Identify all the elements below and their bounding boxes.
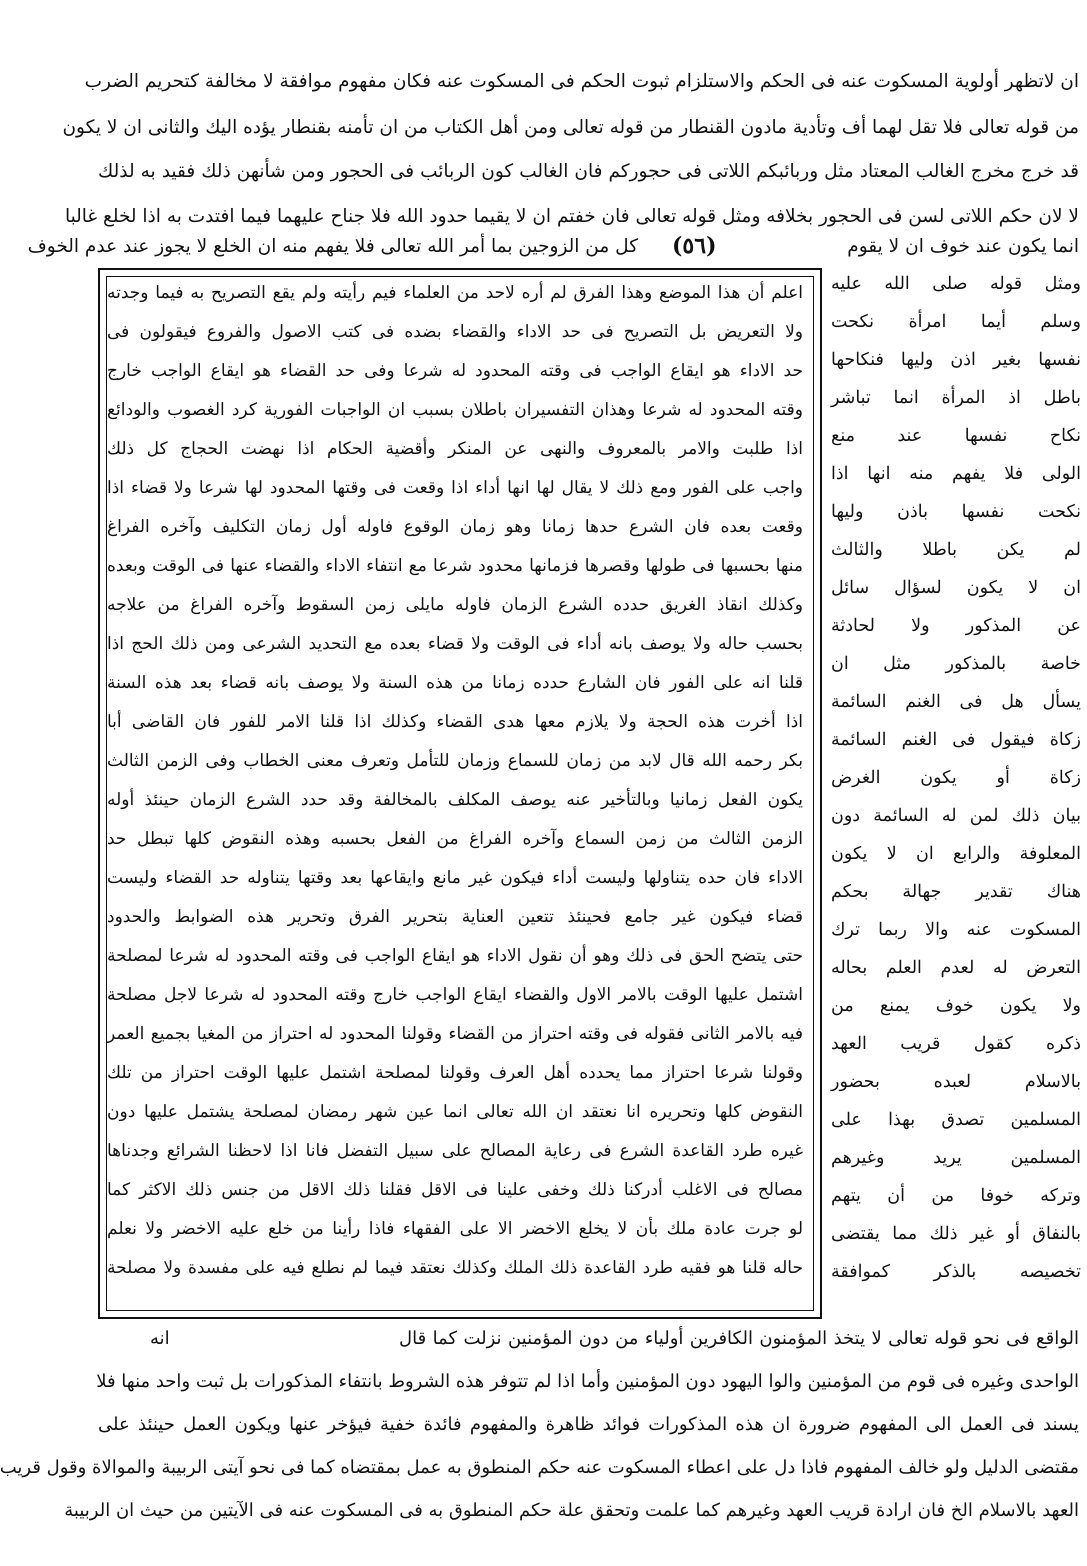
header-right-text: انما يكون عند خوف ان لا يقوم	[847, 236, 1079, 257]
box-line-9: وكذلك انقاذ الغريق حدده الشرع الزمان فاوله مايلى زمن السقوط وآخره الفراغ من علاجه	[107, 595, 803, 615]
top-line-4: لا لان حكم اللاتى لسن فى الحجور بخلافه ومثل قوله تعالى فان خفتم ان لا يقيما حدود الله فلا جناح عليهما فيما افتدت به اذا لخلع غالبا	[64, 206, 1079, 227]
side-line-19: التعرض له لعدم العلم بحاله	[831, 958, 1081, 978]
side-line-26: بالنفاق أو غير ذلك مما يقتضى	[831, 1224, 1081, 1244]
top-line-1: ان لاتظهر أولوية المسكوت عنه فى الحكم والاستلزام ثبوت الحكم فى المسكوت عنه فكان مفهوم موافقة لا مخالفة كتحريم الضرب	[84, 71, 1079, 92]
boxed-text-inner-frame	[106, 276, 814, 1311]
side-line-4: باطل اذ المرأة انما تباشر	[831, 388, 1081, 408]
side-line-7: نكحت نفسها باذن وليها	[831, 502, 1081, 522]
box-line-12: اذا أخرت هذه الحجة ولا يلازم معها هدى القضاء وكذلك اذا قلنا الامر للفور فان القاضى أبا	[107, 712, 803, 732]
box-line-14: يكون الفعل زمانيا وبالتأخير عنه يوصف المكلف بالمخالفة وقد حدد الشرع الزمان حينئذ أوله	[107, 790, 803, 810]
box-line-6: واجب على الفور ومع ذلك لا يقال لها انها أداء اذا وقعت فى وقتها المحدود لها شرعا ولا قضاء اذا	[107, 478, 803, 498]
box-line-17: قضاء فيكون غير جامع فحينئذ تتعين العناية بتحرير الفرق وتحرير هذه الضوابط والحدود	[107, 907, 803, 927]
box-line-25: لو جرت عادة ملك بأن لا يخلع الاخضر الا على الفقهاء فاذا رأينا من خلع عليه الاخضر ولا نعلم	[107, 1219, 804, 1239]
box-line-21: وقولنا شرعا احتراز مما يحدده أهل العرف وقولنا لمصلحة اشتمل عليها الوقت احتراز من تلك	[107, 1063, 803, 1083]
page-number: (٥٦)	[672, 233, 717, 259]
box-line-7: وقعت بعده فان الشرع حدها زمانا وهو زمان الوقوع فاوله أول زمان التكليف وآخره الفراغ	[107, 517, 803, 537]
box-line-16: الاداء فان حده يتناولها وليست أداء فيكون غير مانع وايقاعها بعد وقتها يتناوله حد القضاء وليست	[107, 868, 803, 888]
box-line-4: وقته المحدود له شرعا وهذان التفسيران باطلان بسبب ان الواجبات الفورية كرد الغصوب والودائع	[107, 400, 803, 420]
side-line-25: وتركه خوفا من أن يتهم	[831, 1186, 1081, 1206]
box-line-20: فيه بالامر الثانى فقوله فى وقته احتراز من القضاء وقولنا المحدود له احتراز من المغيا بجميع العمر	[107, 1024, 803, 1044]
box-line-18: حتى يتضح الحق فى ذلك وهو أن نقول الاداء هو ايقاع الواجب فى وقته المحدود له شرعا لمصلحة	[107, 946, 803, 966]
bottom-line-4: العهد بالاسلام الخ فان ارادة قريب العهد وغيرهم كما علمت وتحقق علة حكم المنطوق به فى المسكوت عنه فى الآيتين من حيث ان الربيبة	[64, 1500, 1079, 1521]
boxed-text-frame	[98, 268, 822, 1319]
side-line-11: خاصة بالمذكور مثل ان	[831, 654, 1081, 674]
box-line-10: بحسب حاله ولا يوصف بانه أداء فى الوقت ولا قضاء بعده مع التحديد الشرعى ومن ذلك الحج اذا	[107, 634, 803, 654]
box-line-24: مصالح فى الاغلب أدركنا ذلك وخفى علينا فى الاقل فقلنا ذلك الاقل من جنس ذلك الاكثر كما	[107, 1180, 803, 1200]
side-line-6: الولى فلا يفهم منه انها اذا	[831, 464, 1081, 484]
box-line-26: حاله قلنا هو فقيه طرد القاعدة ذلك الملك وكذلك نعتقد فيما لم نطلع فيه على مفسدة ولا مصلحة	[107, 1258, 803, 1278]
side-line-13: زكاة فيقول فى الغنم السائمة	[831, 730, 1081, 750]
top-line-3: قد خرج مخرج الغالب المعتاد مثل وربائبكم اللاتى فى حجوركم فان الغالب كون الربائب فى الحجور ومن شأنهن ذلك فقيد به لذلك	[98, 161, 1079, 182]
side-line-22: بالاسلام لعبده بحضور	[831, 1072, 1081, 1092]
split-line-right: الواقع فى نحو قوله تعالى لا يتخذ المؤمنون الكافرين أولياء من دون المؤمنين نزلت كما قال	[399, 1328, 1079, 1349]
box-line-8: منها بحسبها فى طولها وقصرها فزمانها محدود شرعا مع انتفاء الاداء والقضاء عنها فى الوقت وبعده	[107, 556, 803, 576]
side-line-2: وسلم أيما امرأة نكحت	[831, 312, 1081, 332]
side-line-27: تخصيصه بالذكر كموافقة	[831, 1262, 1081, 1282]
box-line-3: حد الاداء هو ايقاع الواجب فى وقته المحدود له شرعا وفى حد القضاء هو ايقاع الواجب خارج	[107, 361, 803, 381]
bottom-line-1: الواحدى وغيره فى قوم من المؤمنين والوا اليهود دون المؤمنين وأما اذا لم تتوفر هذه الشروط بانتفاء المذكورات بل ثبت واحد منها فلا	[96, 1371, 1079, 1392]
box-line-11: قلنا انه على الفور فان الشارع حدده زمانا من هذه السنة ولا يوصف بانه قضاء بعد هذه السنة	[107, 673, 803, 693]
side-line-18: المسكوت عنه والا ربما ترك	[831, 920, 1081, 940]
bottom-line-2: يسند فى العمل الى المفهوم ضرورة ان هذه المذكورات فوائد ظاهرة والمفهوم فائدة خفية فيؤخر عنها ويكون العمل حينئذ على	[98, 1414, 1079, 1435]
box-line-15: الزمن الثالث من زمن السماع وآخره الفراغ من الفعل بحسبه وهذه النقوض كلها تبطل حد	[107, 829, 803, 849]
box-line-13: بكر رحمه الله قال لابد من زمان للسماع وزمان للتأمل وتعرف معنى الخطاب وفى الزمن الثالث	[107, 751, 803, 771]
side-line-14: زكاة أو يكون الغرض	[831, 768, 1081, 788]
top-line-2: من قوله تعالى فلا تقل لهما أف وتأدية مادون القنطار من قوله تعالى ومن أهل الكتاب من ان تأمنه بقنطار يؤده اليك والثانى ان لا يكون	[62, 117, 1079, 138]
side-line-21: ذكره كقول قريب العهد	[831, 1034, 1081, 1054]
bottom-line-3: مقتضى الدليل ولو خالف المفهوم فاذا دل على اعطاء المسكوت عنه حكم المنطوق به عمل بمقتضاه كما فى نحو آيتى الربيبة والموالاة وقول قريب	[0, 1457, 1079, 1478]
box-line-19: اشتمل عليها الوقت بالامر الاول والقضاء ايقاع الواجب خارج وقته المحدود له شرعا لاجل مصلحة	[107, 985, 803, 1005]
side-line-17: هناك تقدير جهالة بحكم	[831, 882, 1081, 902]
side-line-1: ومثل قوله صلى الله عليه	[831, 274, 1081, 294]
side-line-24: المسلمين يريد وغيرهم	[831, 1148, 1081, 1168]
side-line-12: يسأل هل فى الغنم السائمة	[831, 692, 1081, 712]
side-line-20: ولا يكون خوف يمنع من	[831, 996, 1081, 1016]
side-line-3: نفسها بغير اذن وليها فنكاحها	[831, 350, 1081, 370]
box-line-5: اذا طلبت والامر بالمعروف والنهى عن المنكر وأقضية الحكام اذا نهضت الحجاج كل ذلك	[107, 439, 803, 459]
box-line-1: اعلم أن هذا الموضع وهذا الفرق لم أره لاحد من العلماء فيم رأيته ولم يقع التصريح به فيما وجدته	[107, 283, 803, 303]
side-line-8: لم يكن باطلا والثالث	[831, 540, 1081, 560]
side-line-16: المعلوفة والرابع ان لا يكون	[831, 844, 1081, 864]
side-line-15: بيان ذلك لمن له السائمة دون	[831, 806, 1081, 826]
side-line-23: المسلمين تصدق بهذا على	[831, 1110, 1081, 1130]
box-line-23: غيره طرد القاعدة الشرع فى رعاية المصالح على سبيل التفضل فانا اذا لاحظنا الشرائع وجدناها	[107, 1141, 803, 1161]
box-line-2: ولا التعريض بل التصريح فى حد الاداء والقضاء بضده فى كتب الاصول والفروع فيقولون فى	[107, 322, 803, 342]
header-left-text: كل من الزوجين بما أمر الله تعالى فلا يفهم منه ان الخلع لا يجوز عند عدم الخوف	[27, 236, 638, 257]
side-line-9: ان لا يكون لسؤال سائل	[831, 578, 1081, 598]
split-line-left: انه	[150, 1328, 170, 1349]
side-line-5: نكاح نفسها عند منع	[831, 426, 1081, 446]
side-line-10: عن المذكور ولا لحادثة	[831, 616, 1081, 636]
box-line-22: النقوض كلها وتحريره انا نعتقد ان الله تعالى انما عين شهر رمضان لمصلحة يشتمل عليها دون	[107, 1102, 803, 1122]
